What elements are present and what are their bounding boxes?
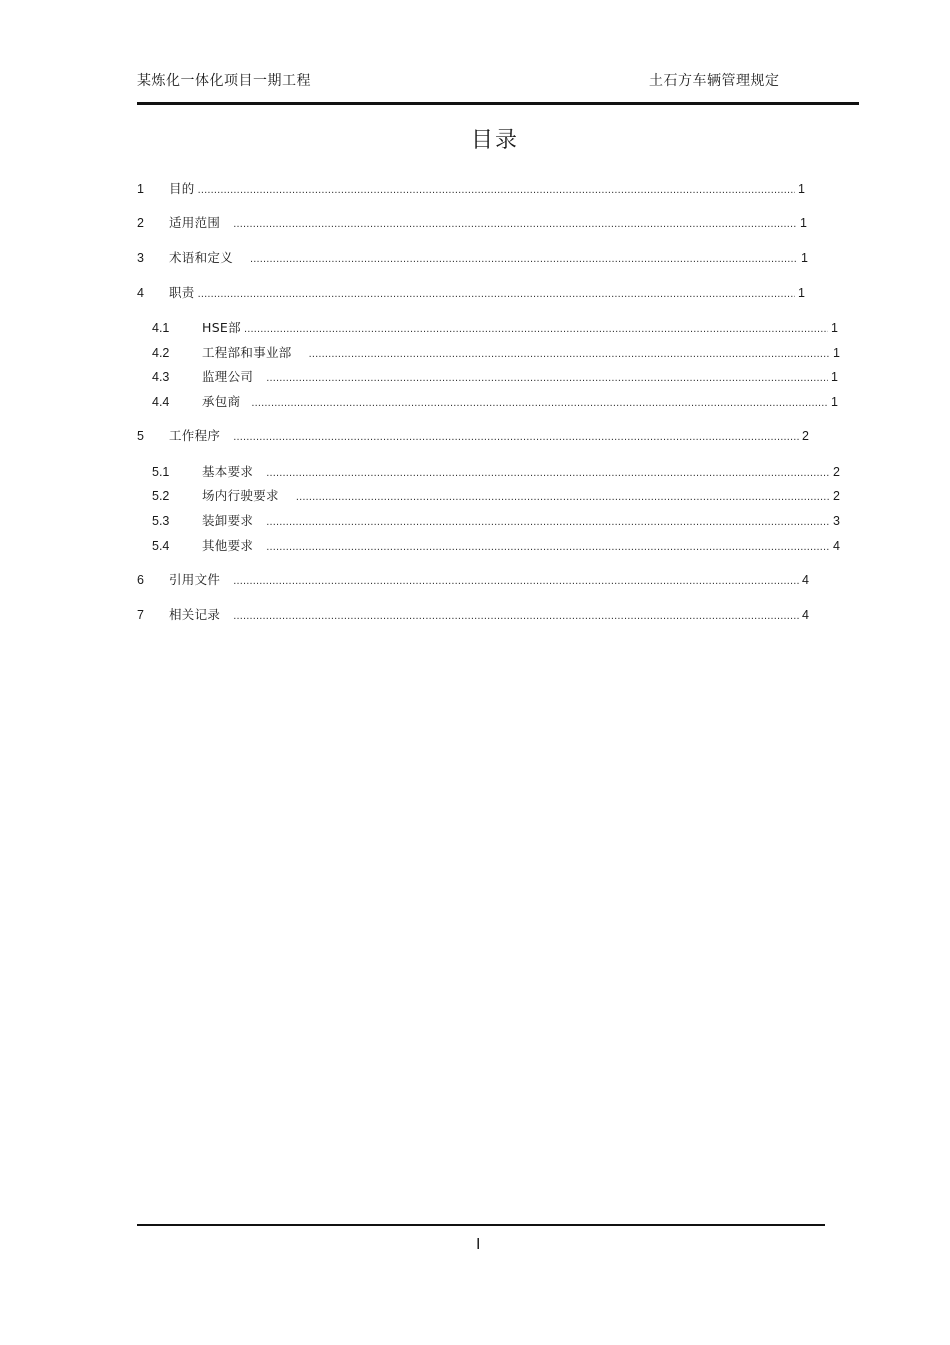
toc-dot-leader [233,572,799,590]
toc-entry-page: 1 [833,346,840,360]
toc-entry-page: 2 [833,465,840,479]
header-project-name: 某炼化一体化项目一期工程 [137,73,311,89]
toc-entry-label: 目的 [169,181,195,196]
toc-dot-leader [266,464,830,482]
toc-entry-number: 4 [137,286,144,300]
toc-entry-page: 4 [802,573,809,587]
toc-entry-label: 适用范围 [169,215,221,230]
toc-entry-page: 1 [831,395,838,409]
toc-entry-label: 场内行驶要求 [202,488,279,503]
toc-entry-number: 5.2 [152,489,170,503]
toc-entry-label: 基本要求 [202,464,254,479]
footer-divider [137,1224,825,1226]
toc-dot-leader [251,394,828,412]
footer-page-number: I [476,1236,481,1253]
toc-entry-1[interactable] [137,180,805,198]
toc-entry-number: 1 [137,182,144,196]
toc-entry-number: 6 [137,573,144,587]
toc-entry-5[interactable] [137,427,809,445]
toc-entry-4[interactable] [137,284,805,302]
toc-entry-page: 1 [798,286,805,300]
toc-dot-leader [233,215,797,233]
toc-entry-4-1[interactable] [152,319,838,337]
toc-entry-label: 监理公司 [202,369,254,384]
toc-dot-leader [198,285,795,303]
toc-dot-leader [233,428,799,446]
toc-entry-page: 1 [831,321,838,335]
toc-entry-label: 术语和定义 [169,250,234,265]
toc-dot-leader [250,250,798,268]
toc-entry-number: 5.4 [152,539,170,553]
toc-dot-leader [309,345,830,363]
toc-entry-4-4[interactable] [152,393,838,411]
toc-entry-number: 7 [137,608,144,622]
toc-dot-leader [198,181,795,199]
toc-entry-3[interactable] [137,249,808,267]
toc-entry-label: 装卸要求 [202,513,254,528]
toc-entry-5-3[interactable] [152,512,840,530]
toc-entry-page: 1 [801,251,808,265]
toc-dot-leader [266,538,830,556]
toc-entry-page: 4 [833,539,840,553]
toc-entry-4-3[interactable] [152,368,838,386]
toc-entry-label: HSE部 [202,320,241,335]
toc-entry-7[interactable] [137,606,809,624]
toc-entry-6[interactable] [137,571,809,589]
toc-dot-leader [244,320,828,338]
toc-entry-number: 4.3 [152,370,170,384]
toc-entry-label: 工程部和事业部 [202,345,292,360]
toc-entry-number: 4.4 [152,395,170,409]
toc-entry-label: 引用文件 [169,572,221,587]
toc-entry-number: 5.3 [152,514,170,528]
toc-entry-page: 4 [802,608,809,622]
toc-entry-label: 其他要求 [202,538,254,553]
toc-dot-leader [233,607,799,625]
toc-entry-number: 5.1 [152,465,170,479]
toc-entry-label: 承包商 [202,394,241,409]
toc-entry-page: 1 [831,370,838,384]
toc-dot-leader [266,513,830,531]
toc-entry-number: 3 [137,251,144,265]
toc-entry-number: 4.1 [152,321,170,335]
toc-dot-leader [296,488,830,506]
toc-entry-number: 4.2 [152,346,170,360]
toc-entry-4-2[interactable] [152,344,840,362]
toc-entry-page: 2 [802,429,809,443]
toc-entry-number: 5 [137,429,144,443]
toc-entry-page: 3 [833,514,840,528]
toc-entry-label: 相关记录 [169,607,221,622]
toc-entry-5-4[interactable] [152,537,840,555]
toc-entry-label: 工作程序 [169,428,221,443]
toc-entry-number: 2 [137,216,144,230]
toc-entry-label: 职责 [169,285,195,300]
toc-dot-leader [266,369,828,387]
toc-entry-2[interactable] [137,214,807,232]
header-divider [137,102,859,105]
toc-entry-5-1[interactable] [152,463,840,481]
header-document-title: 土石方车辆管理规定 [649,73,780,89]
toc-entry-page: 1 [800,216,807,230]
toc-entry-page: 2 [833,489,840,503]
toc-entry-page: 1 [798,182,805,196]
toc-entry-5-2[interactable] [152,487,840,505]
toc-title: 目录 [470,128,519,153]
